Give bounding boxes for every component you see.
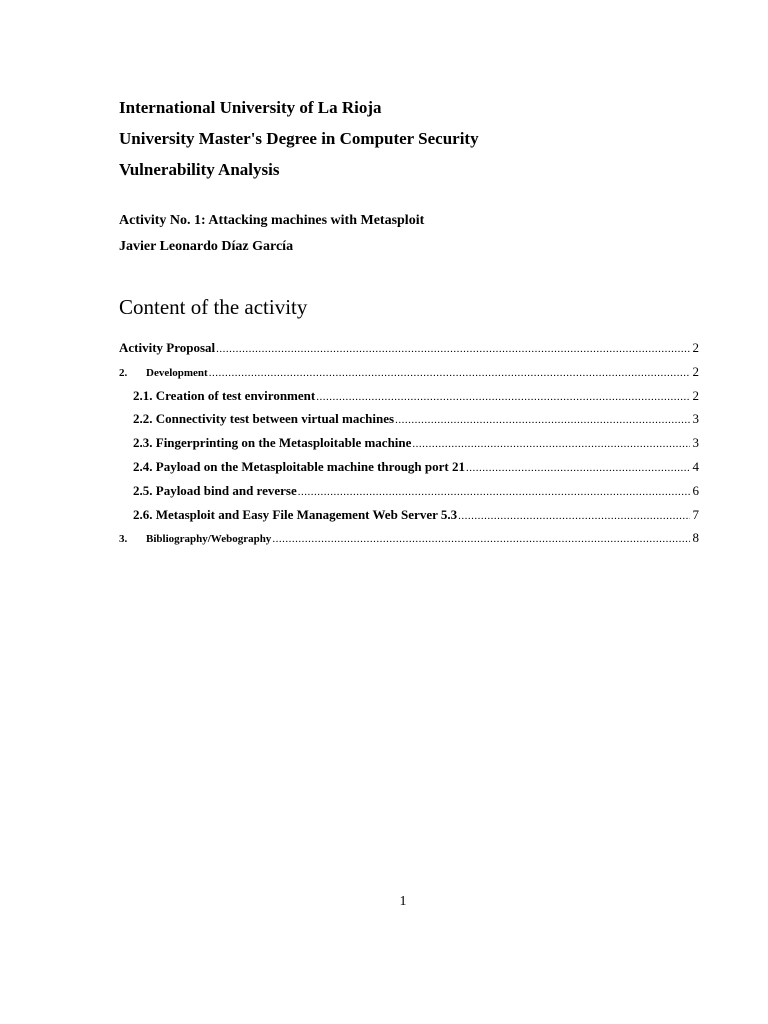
- activity-info: [119, 208, 424, 260]
- toc-entry-label: 2.1. Creation of test environment: [133, 387, 316, 403]
- toc-entry-metasploit-efm[interactable]: [119, 507, 699, 531]
- toc-leader-dots: [466, 462, 690, 474]
- toc-entry-page: 8: [692, 530, 699, 546]
- toc-entry-page: 7: [692, 506, 699, 522]
- toc-leader-dots: [458, 510, 689, 522]
- toc-entry-page: 6: [692, 482, 699, 498]
- toc-title: Content of the activity: [119, 295, 308, 319]
- author-name: Javier Leonardo Díaz García: [119, 239, 294, 254]
- toc-entry-label: Bibliography/Webography: [146, 533, 272, 546]
- toc-leader-dots: [209, 367, 690, 379]
- toc-entry-payload-port-21[interactable]: [119, 459, 699, 483]
- toc-entry-page: 4: [692, 458, 699, 474]
- toc-entry-payload-bind-reverse[interactable]: [119, 483, 699, 507]
- toc-entry-connectivity-test[interactable]: [119, 411, 699, 435]
- toc-entry-fingerprinting[interactable]: [119, 435, 699, 459]
- toc-entry-label: 2.6. Metasploit and Easy File Management Web Server 5.3: [133, 506, 458, 522]
- toc-entry-label: Activity Proposal: [119, 340, 216, 355]
- toc-entry-label: 2.2. Connectivity test between virtual machines: [133, 411, 395, 427]
- university-name: International University of La Rioja: [119, 98, 382, 117]
- toc-leader-dots: [272, 533, 689, 545]
- subject-name: Vulnerability Analysis: [119, 160, 280, 179]
- toc-entry-label: 2.3. Fingerprinting on the Metasploitable machine: [133, 435, 412, 451]
- toc-entry-label: 2.5. Payload bind and reverse: [133, 482, 297, 498]
- toc-leader-dots: [298, 486, 690, 498]
- toc-leader-dots: [216, 343, 689, 355]
- toc-entry-development[interactable]: [119, 364, 699, 388]
- activity-title: Activity No. 1: Attacking machines with Metasploit: [119, 213, 425, 228]
- page-number: 1: [399, 894, 407, 909]
- toc-entry-label: Development: [146, 366, 208, 379]
- document-header: [119, 92, 479, 185]
- toc-entry-activity-proposal[interactable]: [119, 340, 699, 364]
- toc-entry-number: 2.: [119, 366, 128, 379]
- toc-leader-dots: [316, 391, 689, 403]
- toc-entry-page: 3: [692, 435, 699, 451]
- table-of-contents: [119, 340, 699, 554]
- toc-entry-page: 3: [692, 411, 699, 427]
- toc-entry-bibliography[interactable]: [119, 530, 699, 554]
- toc-entry-page: 2: [692, 387, 699, 403]
- toc-leader-dots: [412, 438, 689, 450]
- toc-entry-page: 2: [692, 363, 699, 379]
- toc-entry-creation-test-environment[interactable]: [119, 388, 699, 412]
- toc-entry-label: 2.4. Payload on the Metasploitable machine through port 21: [133, 458, 465, 474]
- toc-entry-page: 2: [692, 340, 699, 355]
- toc-leader-dots: [395, 414, 689, 426]
- degree-name: University Master's Degree in Computer Security: [119, 129, 479, 148]
- toc-entry-number: 3.: [119, 533, 128, 546]
